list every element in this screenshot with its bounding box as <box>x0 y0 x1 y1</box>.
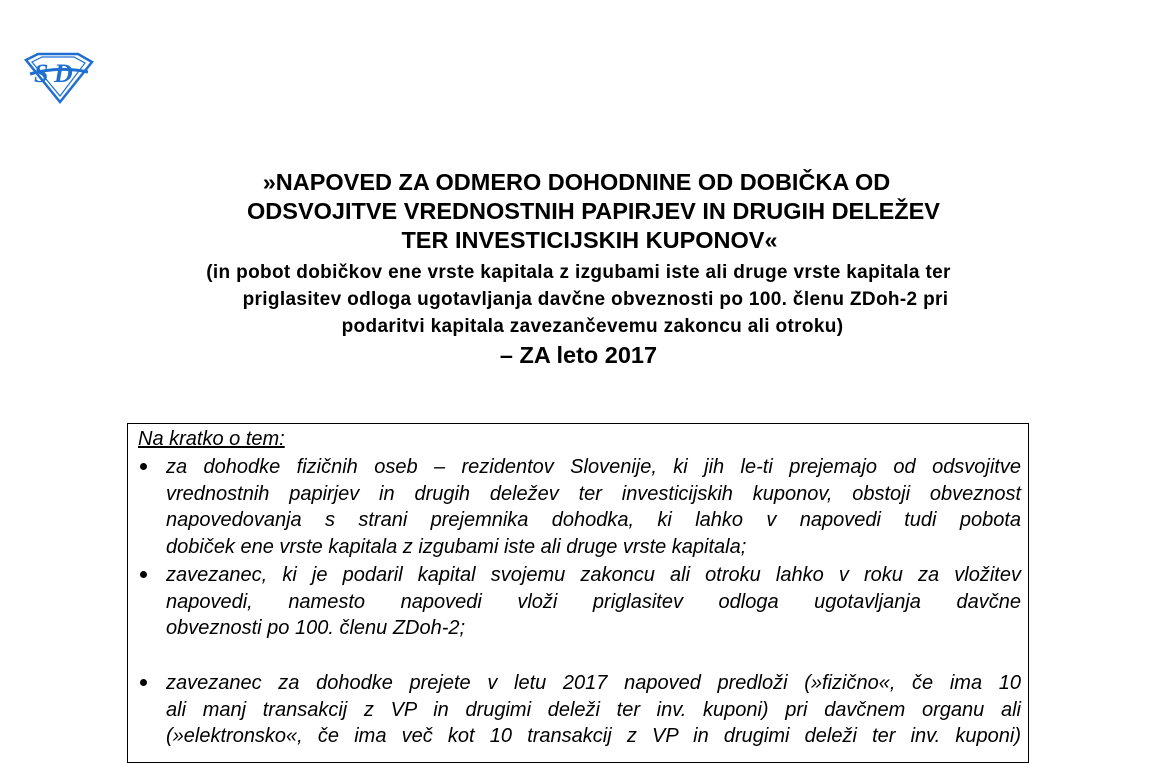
sd-diamond-logo-icon <box>22 52 94 104</box>
year-line: – ZA leto 2017 <box>499 342 658 368</box>
text-line: za dohodke fizičnih oseb – rezidentov Slovenije, ki jih le-ti prejemajo od odsvojitve <box>166 456 1021 478</box>
title-line-2: ODSVOJITVE VREDNOSTNIH PAPIRJEV IN DRUGIH DELEŽEV <box>247 198 940 224</box>
bullet-icon <box>140 679 147 686</box>
list-item-text <box>166 670 1021 750</box>
subtitle-line-1: (in pobot dobičkov ene vrste kapitala z izgubami iste ali druge vrste kapitala ter <box>206 262 951 283</box>
subtitle-line-2: priglasitev odloga ugotavljanja davčne obveznosti po 100. členu ZDoh-2 pri <box>242 289 949 310</box>
sd-logo <box>22 52 94 104</box>
title-line-1: »NAPOVED ZA ODMERO DOHODNINE OD DOBIČKA OD <box>262 169 891 195</box>
subtitle-line-3: podaritvi kapitala zavezančevemu zakoncu ali otroku) <box>341 316 844 337</box>
text-line: obveznosti po 100. členu ZDoh-2; <box>166 617 466 639</box>
text-line: napovedi, namesto napovedi vloži priglasitev odloga ugotavljanja davčne <box>166 590 1021 613</box>
text-line: dobiček ene vrste kapitala z izgubami iste ali druge vrste kapitala; <box>166 535 747 558</box>
summary-heading: Na kratko o tem: <box>138 428 285 450</box>
summary-box <box>127 423 1029 763</box>
bullet-icon <box>140 571 147 578</box>
bullet-icon <box>140 463 147 470</box>
text-line: vrednostnih papirjev in drugih deležev ter investicijskih kuponov, obstoji obveznost <box>166 482 1021 505</box>
list-item-text <box>166 562 1021 642</box>
text-line: zavezanec za dohodke prejete v letu 2017 napoved predloži (»fizično«, če ima 10 <box>166 672 1021 694</box>
text-line: (»elektronsko«, če ima več kot 10 transakcij z VP in drugimi deleži ter inv. kuponi) <box>166 725 1021 747</box>
text-line: zavezanec, ki je podaril kapital svojemu zakoncu ali otroku lahko v roku za vložitev <box>166 564 1021 586</box>
svg-text:D: D <box>54 59 73 88</box>
document-subtitle <box>0 259 1157 340</box>
title-line-3: TER INVESTICIJSKIH KUPONOV« <box>401 227 778 253</box>
svg-text:S: S <box>34 59 49 88</box>
list-item-text <box>166 454 1021 560</box>
text-line: ali manj transakcij z VP in drugimi deleži ter inv. kuponi) pri davčnem organu ali <box>166 698 1021 721</box>
text-line: napovedovanja s strani prejemnika dohodka, ki lahko v napovedi tudi pobota <box>166 509 1021 531</box>
document-title <box>0 168 1157 255</box>
